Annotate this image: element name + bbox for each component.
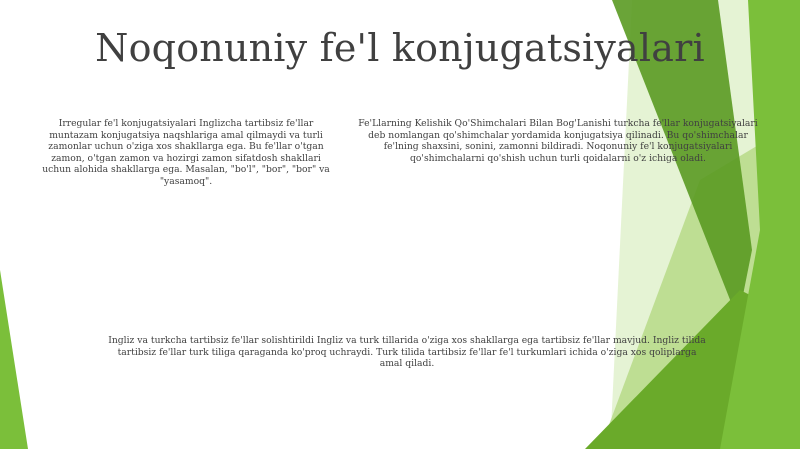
- bottom-text-block: Ingliz va turkcha tartibsiz fe'llar solishtirildi Ingliz va turk tillarida o'ziga xos shakllarga ega tartibsiz fe'llar mavjud. Ingliz tilida tartibsiz fe'llar turk tiliga qaraganda ko'proq uchraydi. Turk tilida tartibsiz fe'llar fe'l turkumlari ichida o'ziga xos qoliplarga amal qiladi.: [108, 335, 706, 370]
- left-edge-green-shape: [0, 270, 28, 449]
- page-title: Noqonuniy fe'l konjugatsiyalari: [95, 26, 705, 70]
- right-text-block: Fe'Llarning Kelishik Qo'Shimchalari Bilan Bog'Lanishi turkcha fe'llar konjugatsiyalari deb nomlangan qo'shimchalar yordamida konjugatsiya qilinadi. Bu qo'shimchalar fe'lning shaxsini, sonini, zamonni bildiradi. Noqonuniy fe'l konjugatsiyalari qo'shimchalarni qo'shish uchun turli qoidalarni o'z ichiga oladi.: [358, 118, 758, 164]
- left-text-block: Irregular fe'l konjugatsiyalari Inglizcha tartibsiz fe'llar muntazam konjugatsiya naqshlariga amal qilmaydi va turli zamonlar uchun o'ziga xos shakllarga ega. Bu fe'llar o'tgan zamon, o'tgan zamon va hozirgi zamon sifatdosh shakllari uchun alohida shakllarga ega. Masalan, "bo'l", "bor", "bor" va "yasamoq".: [42, 118, 330, 187]
